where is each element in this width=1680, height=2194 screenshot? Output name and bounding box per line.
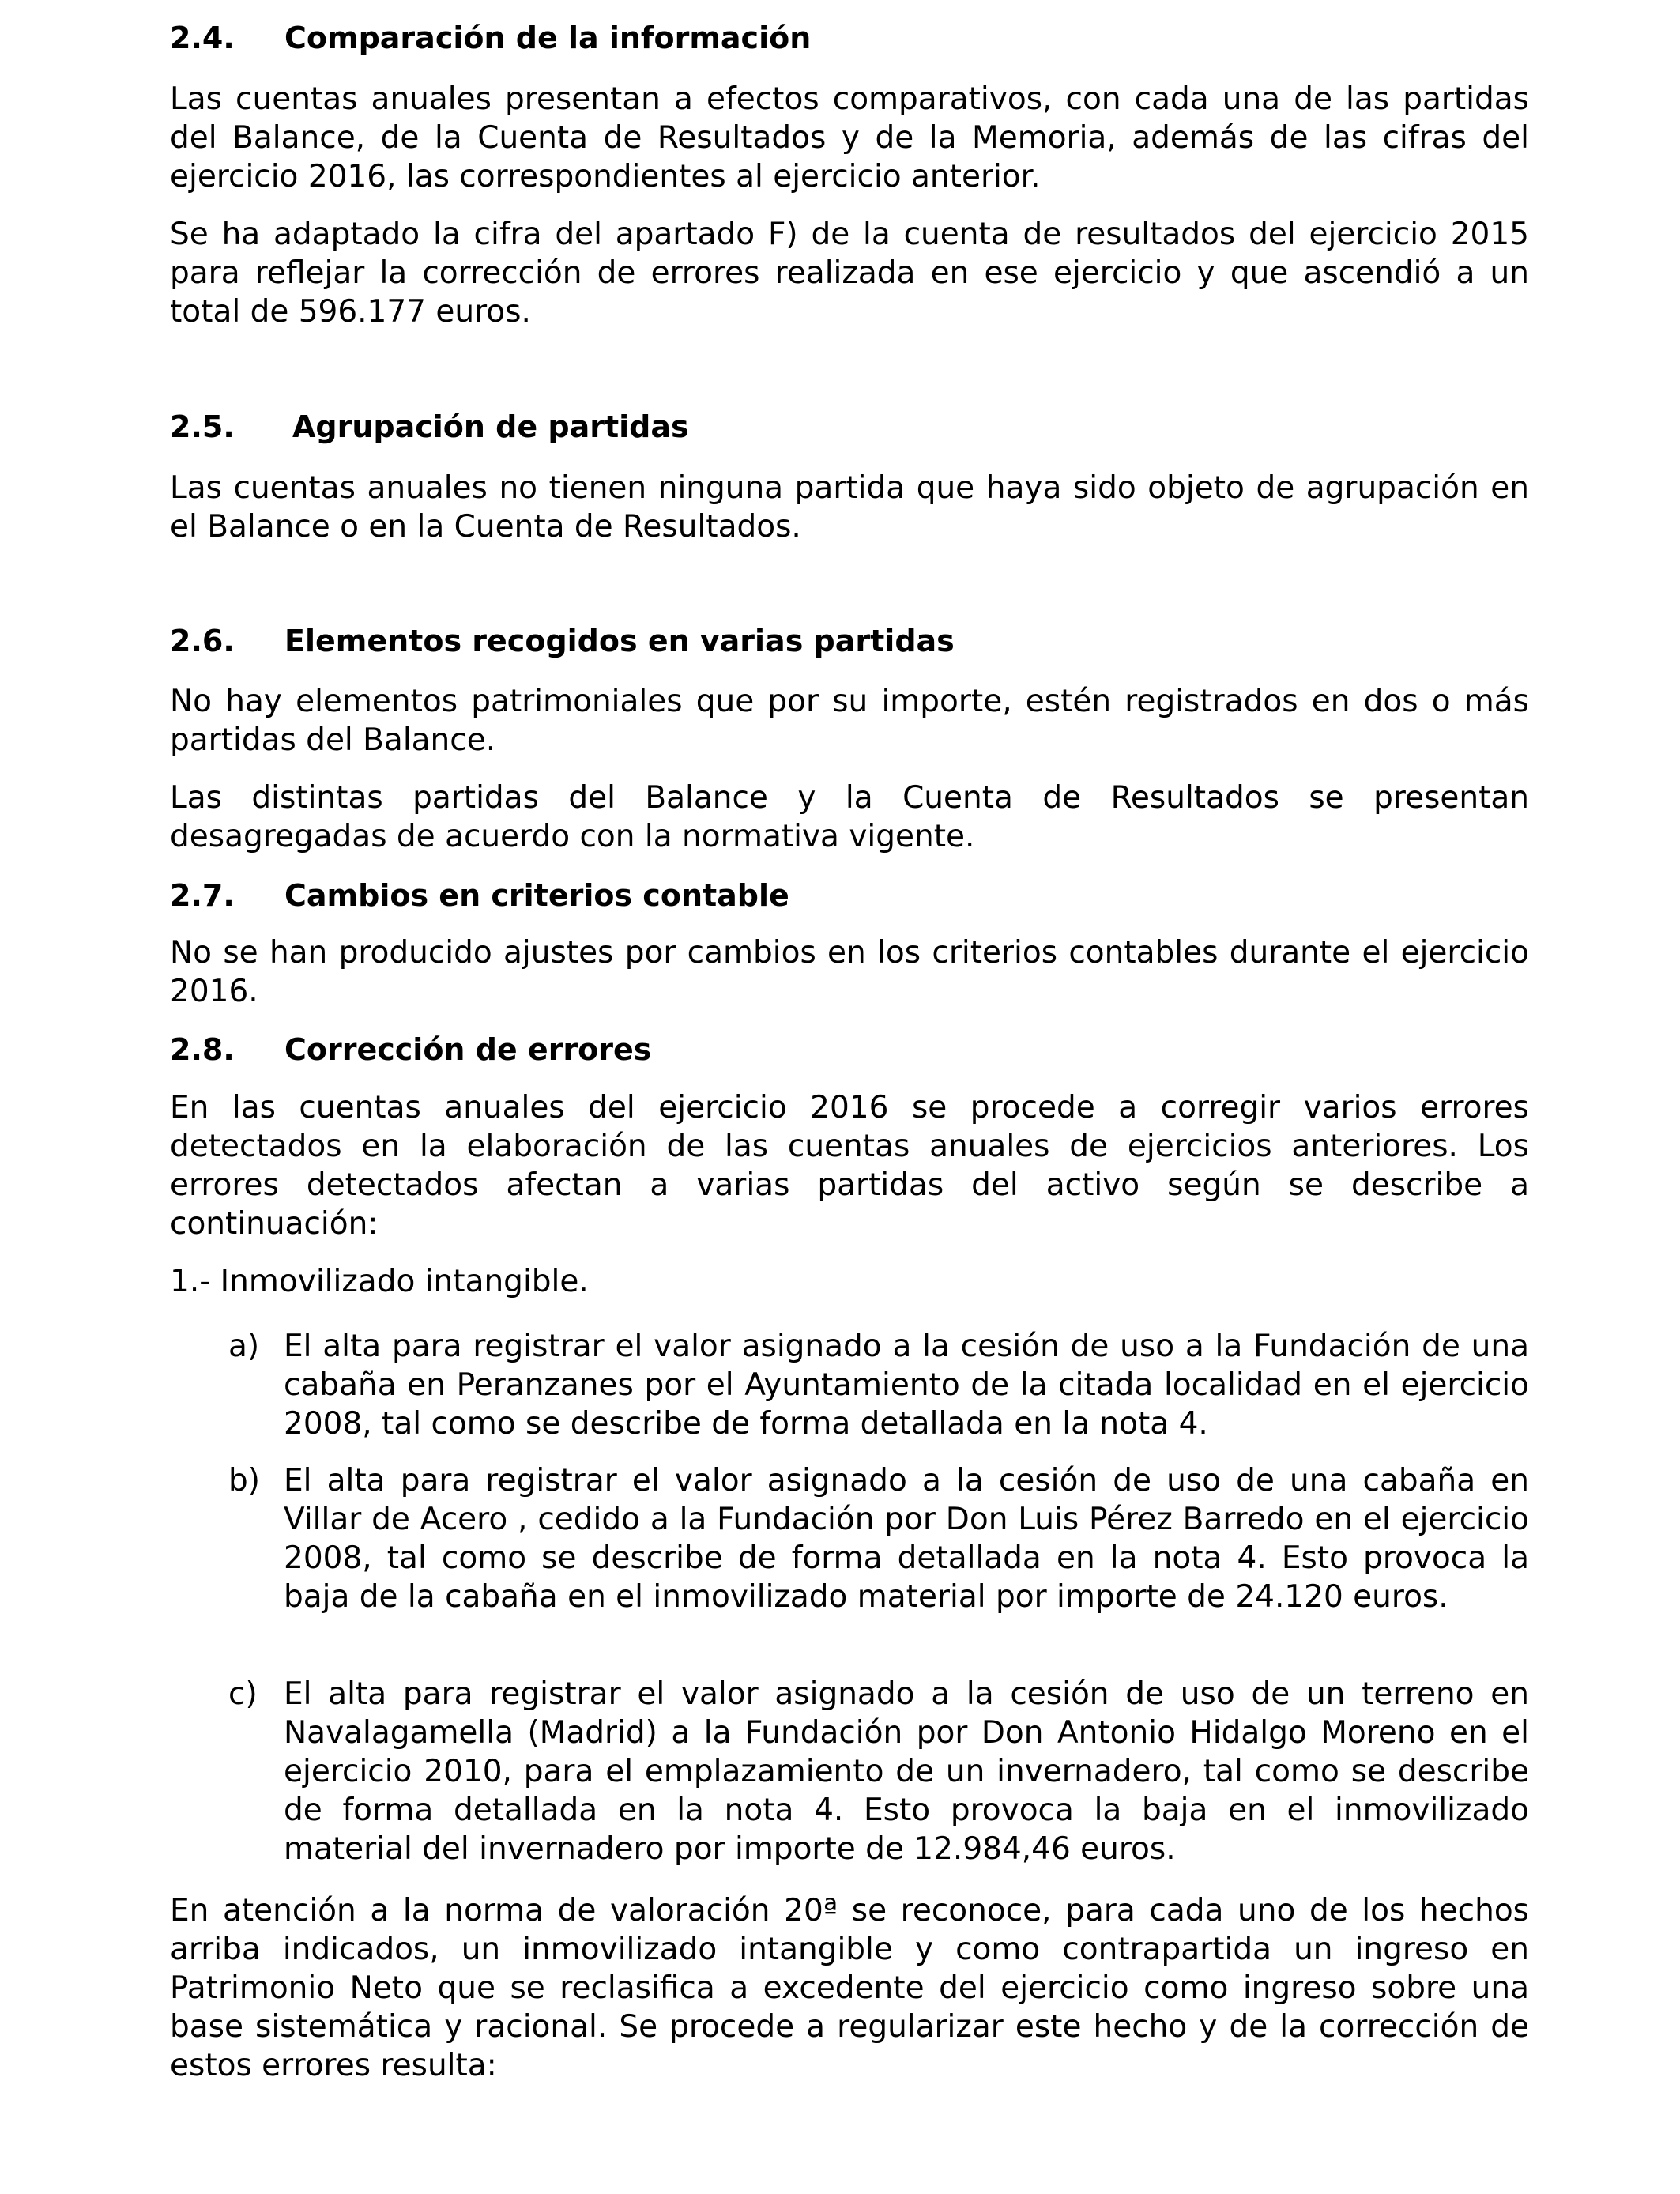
list-item	[228, 1327, 1529, 1443]
section-title: Comparación de la información	[284, 21, 812, 55]
list-item-text: El alta para registrar el valor asignado a la cesión de uso a la Fundación de una cabaña en Peranzanes por el Ayuntamiento de la citada localidad en el ejercicio 2008, tal como se describe de forma detallada en la nota 4.	[284, 1329, 1529, 1442]
section-title: Elementos recogidos en varias partidas	[284, 624, 955, 658]
section-number: 2.8.	[170, 1032, 235, 1067]
list-item-marker: c)	[228, 1676, 258, 1712]
paragraph: No se han producido ajustes por cambios en los criterios contables durante el ejercicio 2016.	[170, 935, 1529, 1009]
paragraph: Las cuentas anuales no tienen ninguna partida que haya sido objeto de agrupación en el Balance o en la Cuenta de Resultados.	[170, 470, 1529, 545]
section-title: Corrección de errores	[284, 1032, 652, 1067]
list-item-text: El alta para registrar el valor asignado a la cesión de uso de un terreno en Navalagamella (Madrid) a la Fundación por Don Antonio Hidalgo Moreno en el ejercicio 2010, para el emplazamiento de un invernadero, tal como se describe de forma detallada en la nota 4. Esto provoca la baja en el inmovilizado material del invernadero por importe de 12.984,46 euros.	[284, 1676, 1529, 1867]
section-title: Cambios en criterios contable	[284, 878, 789, 913]
section-number: 2.5.	[170, 409, 235, 444]
paragraph: No hay elementos patrimoniales que por su importe, estén registrados en dos o más partidas del Balance.	[170, 684, 1529, 758]
section-heading-2-6	[170, 622, 955, 660]
section-number: 2.6.	[170, 624, 235, 658]
section-heading-2-4	[170, 19, 811, 57]
section-number: 2.7.	[170, 878, 235, 913]
list-item	[228, 1675, 1529, 1868]
paragraph: Las cuentas anuales presentan a efectos comparativos, con cada una de las partidas del Balance, de la Cuenta de Resultados y de la Memoria, además de las cifras del ejercicio 2016, las correspondientes al ejercicio anterior.	[170, 81, 1529, 194]
list-item-marker: a)	[228, 1329, 260, 1364]
section-title: Agrupación de partidas	[292, 409, 689, 444]
section-heading-2-7	[170, 876, 789, 914]
paragraph: Se ha adaptado la cifra del apartado F) de la cuenta de resultados del ejercicio 2015 para reflejar la corrección de errores realizada en ese ejercicio y que ascendió a un total de 596.177 euros.	[170, 217, 1529, 330]
closing-paragraph: En atención a la norma de valoración 20ª se reconoce, para cada uno de los hechos arriba indicados, un inmovilizado intangible y como contrapartida un ingreso en Patrimonio Neto que se reclasifica a excedente del ejercicio como ingreso sobre una base sistemática y racional. Se procede a regularizar este hecho y de la corrección de estos errores resulta:	[170, 1893, 1529, 2083]
section-heading-2-8	[170, 1031, 651, 1069]
list-item	[228, 1461, 1529, 1616]
paragraph: En las cuentas anuales del ejercicio 2016 se procede a corregir varios errores detectados en la elaboración de las cuentas anuales de ejercicios anteriores. Los errores detectados afectan a varias partidas del activo según se describe a continuación:	[170, 1090, 1529, 1242]
list-item-marker: b)	[228, 1463, 260, 1498]
section-heading-2-5	[170, 408, 689, 446]
list-item-text: El alta para registrar el valor asignado a la cesión de uso de una cabaña en Villar de Acero , cedido a la Fundación por Don Luis Pérez Barredo en el ejercicio 2008, tal como se describe de forma detallada en la nota 4. Esto provoca la baja de la cabaña en el inmovilizado material por importe de 24.120 euros.	[284, 1463, 1529, 1615]
list-intro: 1.- Inmovilizado intangible.	[170, 1264, 589, 1299]
paragraph: Las distintas partidas del Balance y la Cuenta de Resultados se presentan desagregadas de acuerdo con la normativa vigente.	[170, 780, 1529, 854]
section-number: 2.4.	[170, 21, 235, 55]
